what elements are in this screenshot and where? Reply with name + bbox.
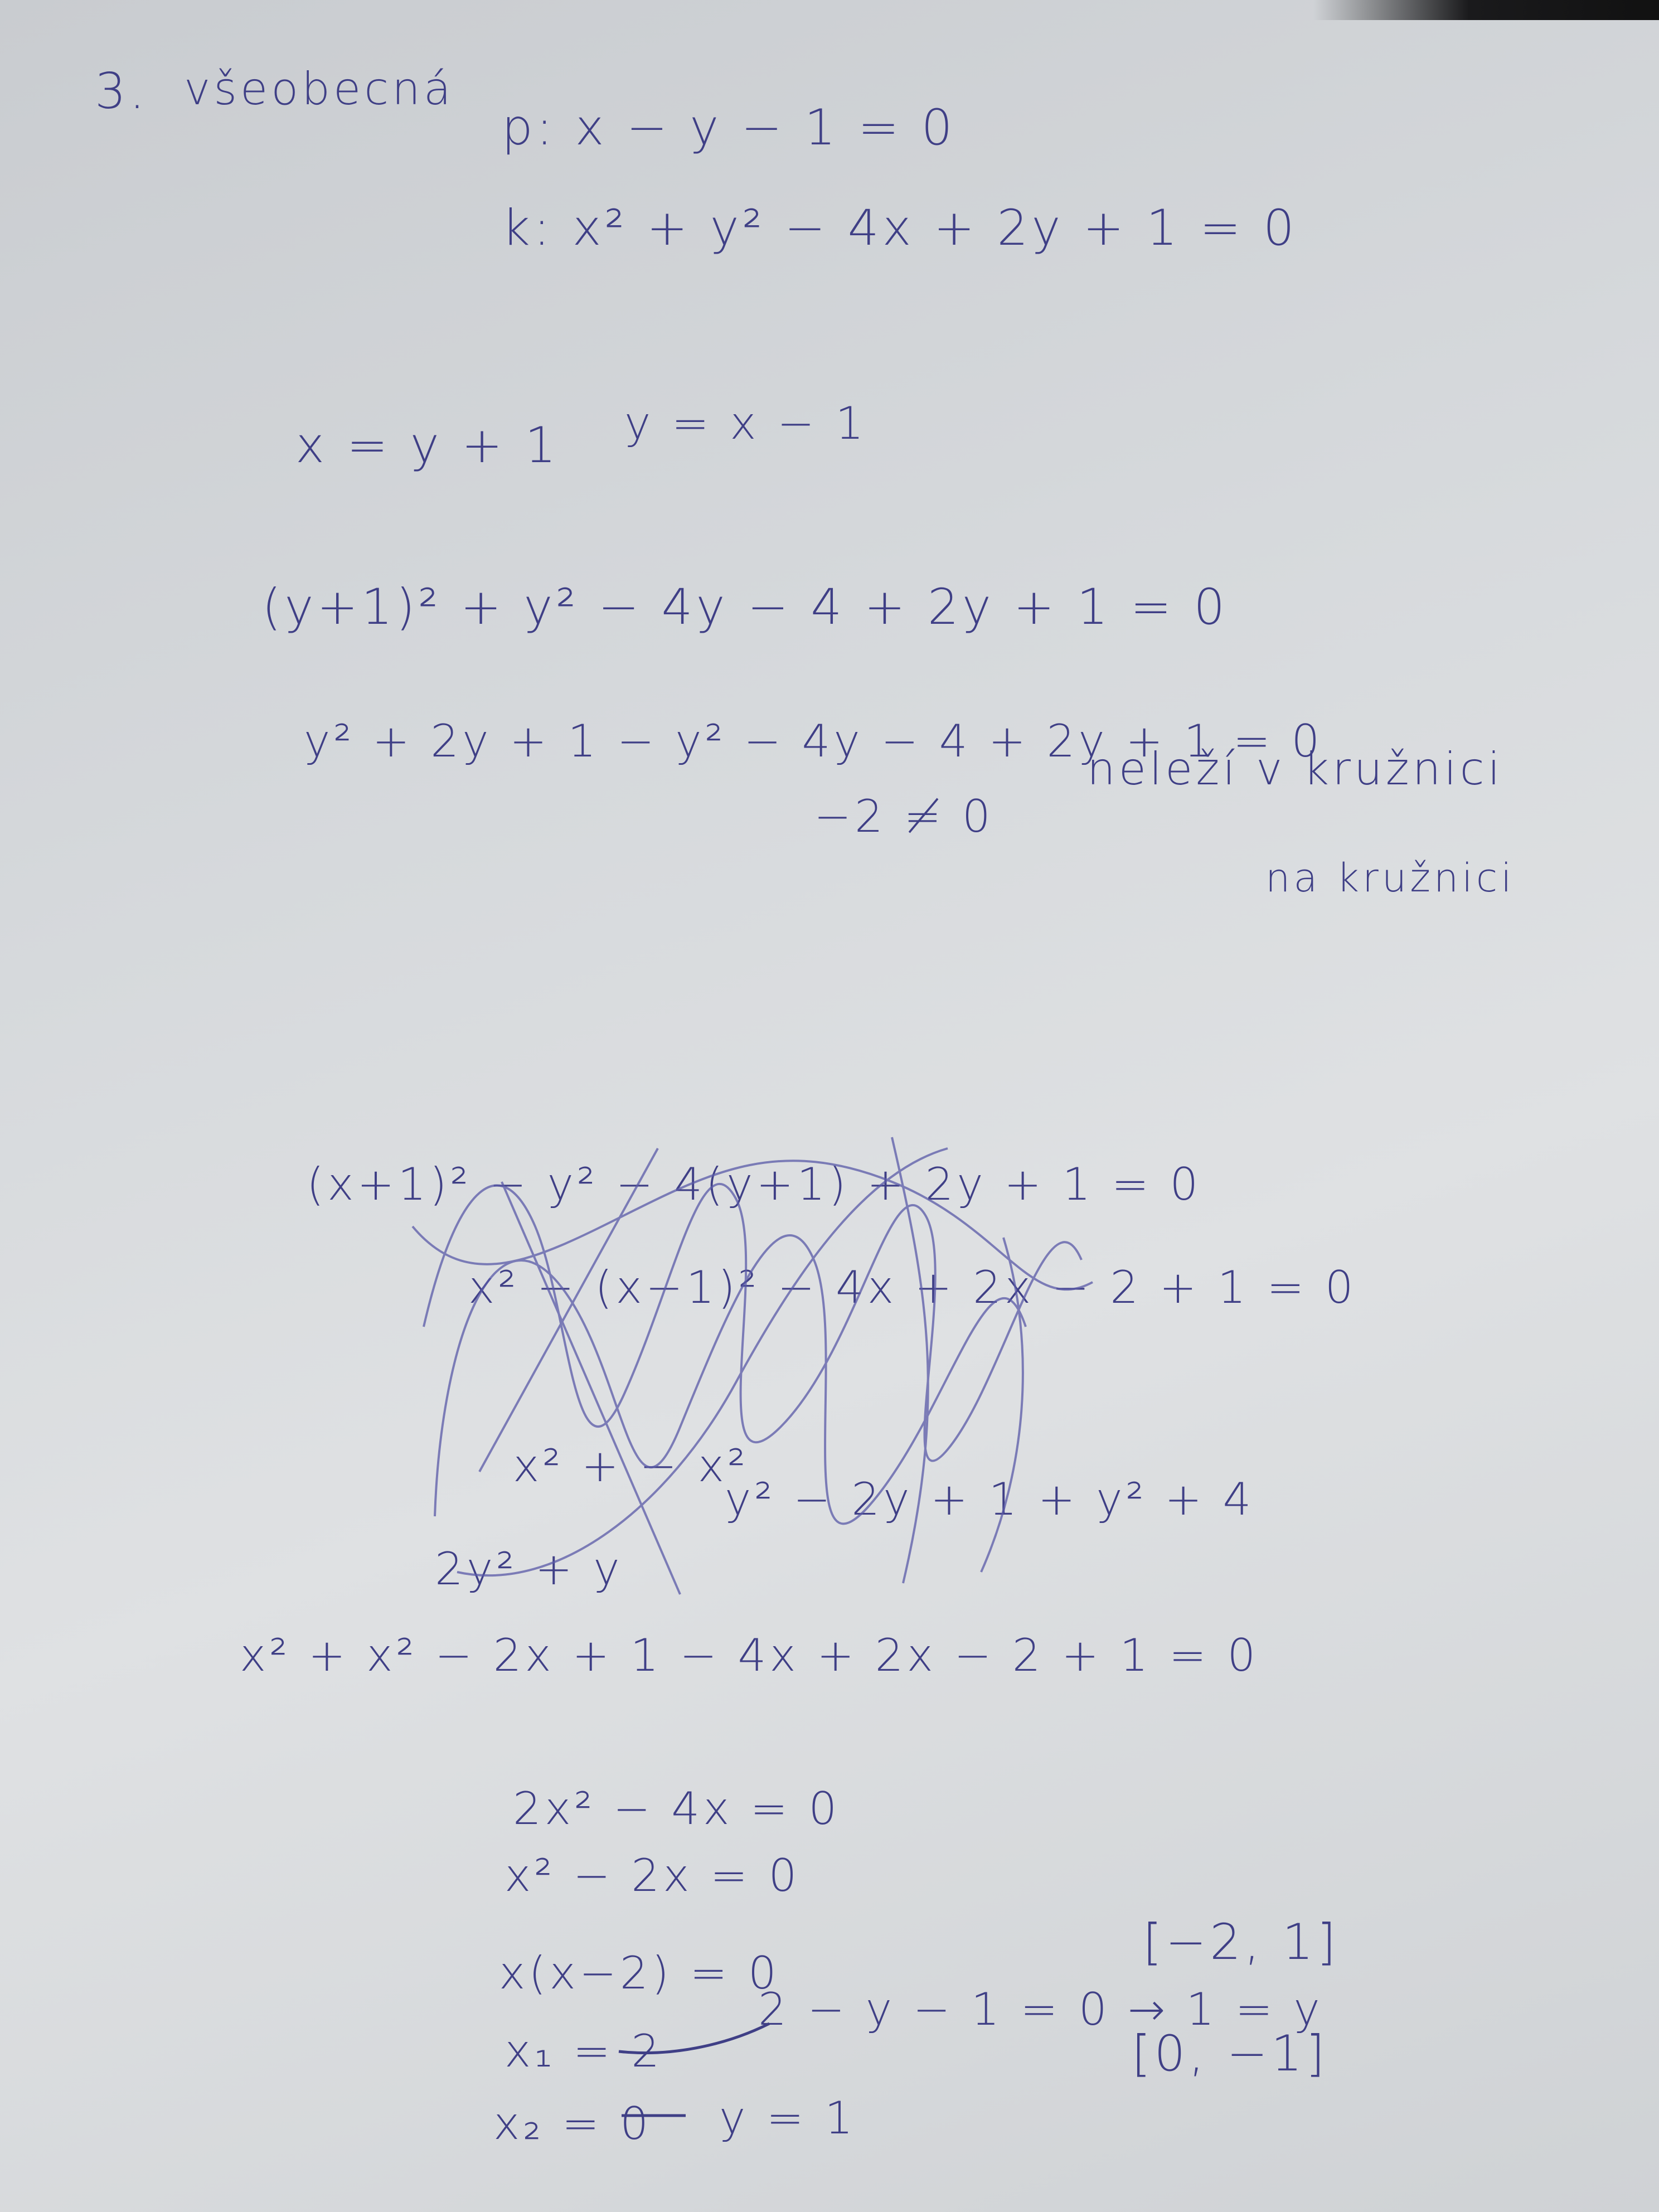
circle-equation: k: x² + y² − 4x + 2y + 1 = 0	[502, 199, 1298, 256]
attempt1-result: −2 ≠ 0	[814, 790, 994, 842]
note-on-circle: na kružnici	[1265, 855, 1515, 901]
crossing-out-scribble	[390, 1115, 1115, 1617]
solution-line2: 2x² − 4x = 0	[513, 1783, 841, 1835]
problem-title: všeobecná	[184, 63, 454, 115]
crossed-line1: (x+1)² − y² − 4(y+1) + 2y + 1 = 0	[307, 1158, 1202, 1210]
connector-line-x2	[619, 2104, 691, 2127]
crossed-line3: x² + − x²	[513, 1440, 749, 1492]
solution-y2: y = 1	[719, 2092, 857, 2144]
y-expression: y = x − 1	[624, 397, 867, 449]
solution-calc1: 2 − y − 1 = 0 → 1 = y	[758, 1983, 1323, 2035]
intersection-point1: [−2, 1]	[1143, 1913, 1340, 1971]
attempt1-line2: y² + 2y + 1 − y² − 4y − 4 + 2y + 1 = 0	[304, 715, 1323, 767]
solution-x2: x₂ = 0	[493, 2098, 652, 2150]
intersection-point2: [0, −1]	[1132, 2025, 1328, 2082]
photo-dark-edge	[1313, 0, 1659, 20]
solution-line1: x² + x² − 2x + 1 − 4x + 2x − 2 + 1 = 0	[240, 1629, 1259, 1681]
x-expression: x = y + 1	[295, 416, 560, 474]
note-not-in-circle: neleží v kružnici	[1087, 743, 1503, 795]
solution-line4: x(x−2) = 0	[499, 1947, 780, 1999]
attempt1-line1: (y+1)² + y² − 4y − 4 + 2y + 1 = 0	[262, 578, 1229, 636]
solution-x1: x₁ = 2	[505, 2025, 663, 2077]
crossed-line4: y² − 2y + 1 + y² + 4	[725, 1473, 1255, 1525]
crossed-line5: 2y² + y	[435, 1543, 623, 1595]
line-equation: p: x − y − 1 = 0	[502, 99, 956, 156]
crossed-line2: x² − (x−1)² − 4x + 2x − 2 + 1 = 0	[468, 1262, 1357, 1313]
solution-line3: x² − 2x = 0	[505, 1850, 801, 1901]
problem-number: 3.	[95, 62, 148, 120]
connector-line-x1	[613, 2007, 780, 2074]
